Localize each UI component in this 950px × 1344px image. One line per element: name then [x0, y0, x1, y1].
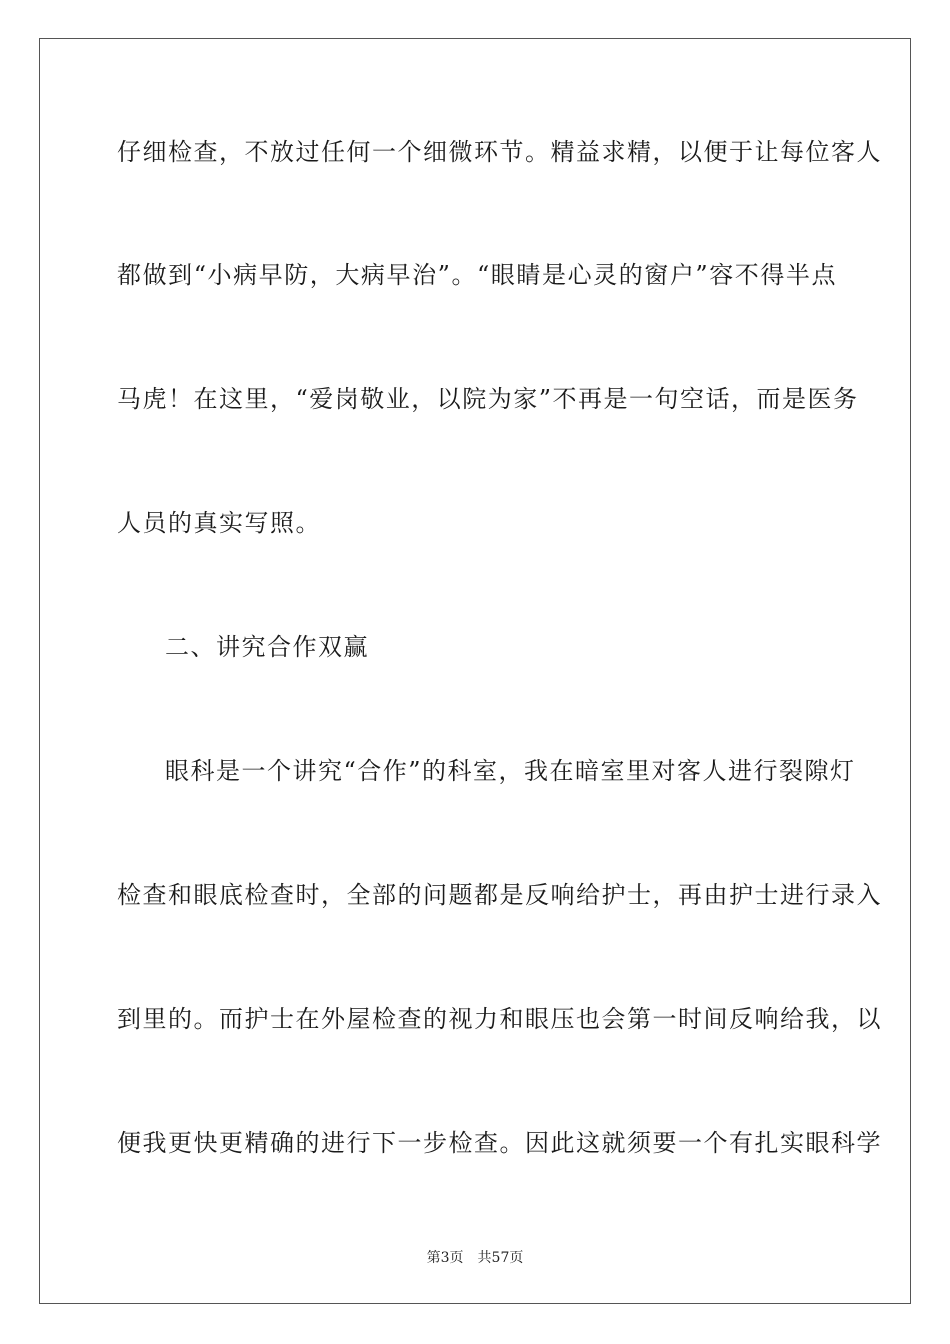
page-border [39, 38, 911, 1304]
page-total: 共57页 [477, 1250, 524, 1266]
paragraph-line: 眼科是一个讲究“合作”的科室，我在暗室里对客人进行裂隙灯 [165, 757, 856, 785]
paragraph-line: 到里的。而护士在外屋检查的视力和眼压也会第一时间反响给我，以 [117, 1005, 882, 1033]
paragraph-line: 人员的真实写照。 [117, 509, 321, 537]
paragraph-line: 马虎！在这里，“爱岗敬业，以院为家”不再是一句空话，而是医务 [117, 385, 859, 413]
paragraph-line: 检查和眼底检查时，全部的问题都是反响给护士，再由护士进行录入 [117, 881, 882, 909]
page-footer [0, 1249, 950, 1267]
section-heading: 二、讲究合作双赢 [165, 633, 369, 661]
paragraph-line: 便我更快更精确的进行下一步检查。因此这就须要一个有扎实眼科学 [117, 1129, 882, 1157]
paragraph-line: 都做到“小病早防，大病早治”。“眼睛是心灵的窗户”容不得半点 [117, 261, 837, 289]
page-number: 第3页 [426, 1250, 464, 1266]
paragraph-line: 仔细检查，不放过任何一个细微环节。精益求精，以便于让每位客人 [117, 138, 882, 166]
